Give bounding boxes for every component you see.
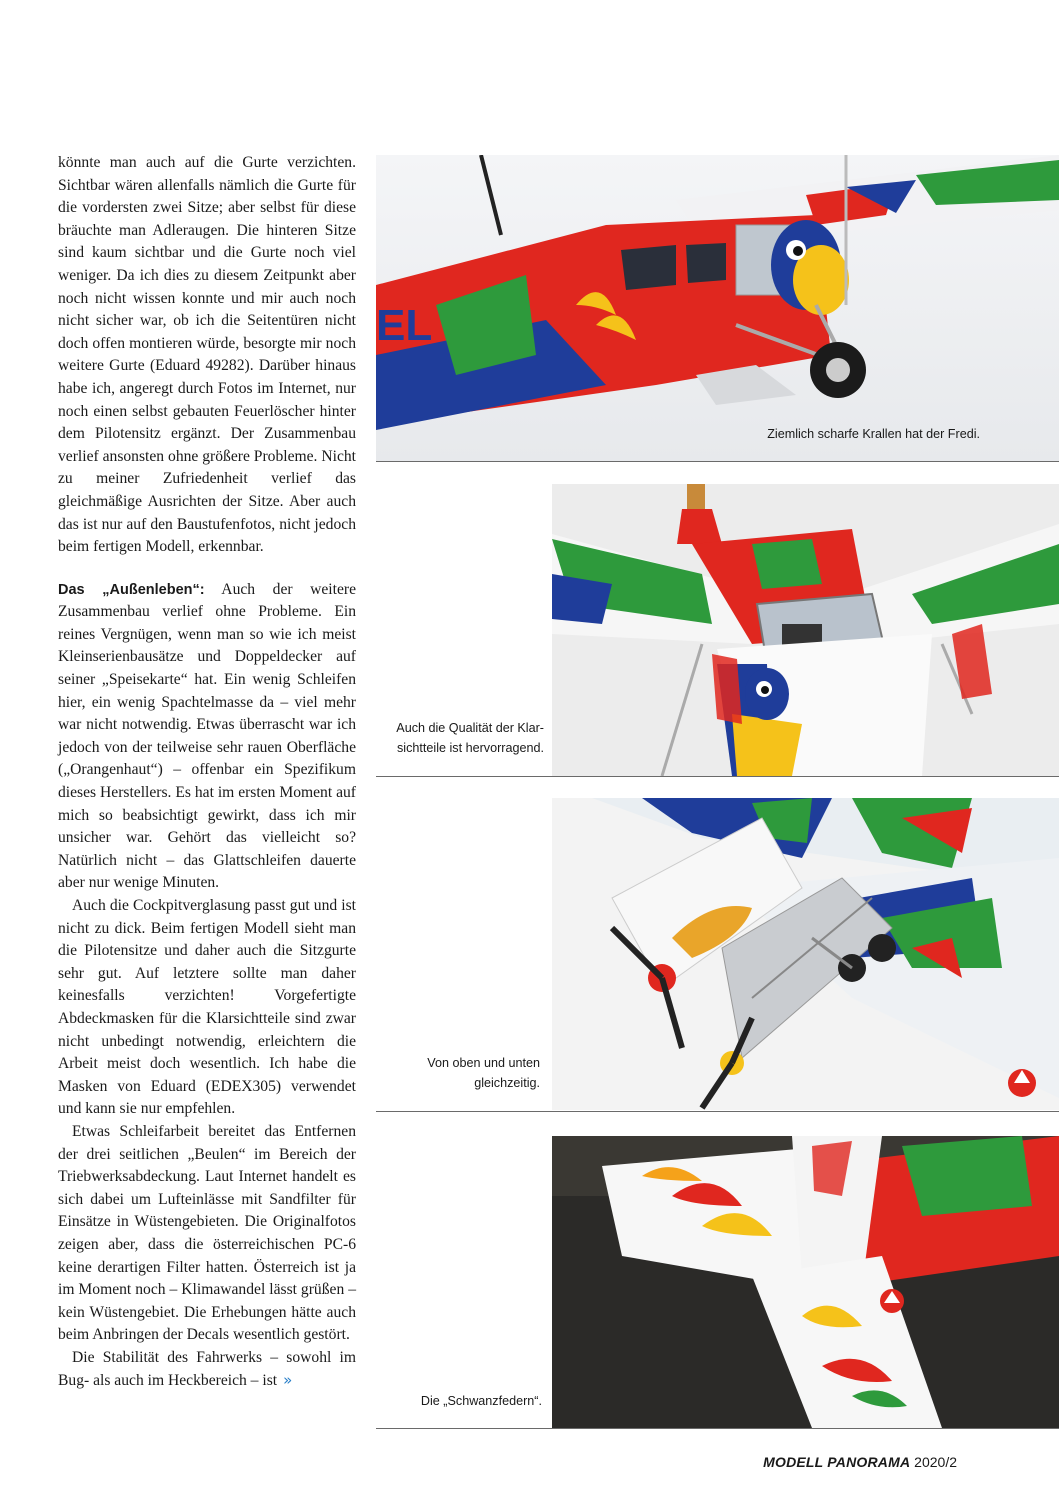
caption-text: gleichzeitig. (474, 1076, 540, 1090)
section-lead: Das „Außenleben“: (58, 581, 205, 598)
photo-caption (427, 1053, 540, 1093)
photo-canopy-front (552, 484, 1059, 776)
issue-number: 2020/2 (914, 1454, 957, 1470)
paragraph-body: Auch der weitere Zusammenbau verlief ohne Probleme. Ein reines Vergnügen, wenn man so wie ich meist Kleinserienbausätze und Doppeldecker auf seiner „Speisekarte“ hat. Ein wenig Schleifen hier, ein wenig Spachtelmasse da – viel mehr war nicht notwendig. Etwas überrascht war ich jedoch von der teilweise sehr rauen Oberfläche („Orangenhaut“) – offenbar ein Spezifikum dieses Herstellers. Es hat im ersten Moment auf mich so beabsichtigt gewirkt, dass ich mir unsicher war. Gehört das vielleicht so? Natürlich nicht – das Glattschleifen dauerte aber nur wenige Minuten. (58, 580, 357, 892)
caption-text: sichtteile ist hervorragend. (397, 741, 544, 755)
caption-text: Auch die Qualität der Klar- (396, 721, 544, 735)
page-footer (763, 1454, 957, 1470)
paragraph: Auch die Cockpitverglasung passt gut und ist nicht zu dick. Beim fertigen Modell sieht man die Pilotensitze und daher auch die Sitzgurte sehr gut. Auf letztere sollte man daher keinesfalls verzichten! Vorgefertigte Abdeckmasken für die Klarsichtteile sind zwar nicht unbedingt notwendig, erleichtern die Arbeit meist doch wesentlich. Ich habe die Masken von Eduard (EDEX305) verwendet und kann sie nur empfehlen. (58, 897, 356, 1118)
photo-caption (767, 424, 980, 444)
paragraph: könnte man auch auf die Gurte verzichten. Sichtbar wären allenfalls nämlich die Gurte für die vordersten zwei Sitze; aber selbst für diese bräuchte man Adleraugen. Die hinteren Sitze sind kaum sichtbar und die Gurte noch viel weniger. Da ich dies zu diesem Zeitpunkt aber noch nicht wissen konnte und mir auch noch nicht sicher war, ob ich die Seitentüren nicht doch offen montieren würde, besorgte mir noch weitere Gurte (Eduard 49282). Darüber hinaus habe ich, angeregt durch Fotos im Internet, nur noch einen selbst gebauten Feuerlöscher hinter dem Pilotensitz ergänzt. Der Zusammenbau verlief ansonsten ohne größere Probleme. Nicht zu meiner Zufriedenheit verlief das gleichmäßige Ausrichten der Sitze. Aber auch das ist nur auf den Baustufenfotos, nicht jedoch beim fertigen Modell, erkennbar. (58, 154, 356, 556)
divider (376, 1428, 1059, 1429)
photo-caption (421, 1391, 542, 1411)
caption-text: Ziemlich scharfe Krallen hat der Fredi. (767, 427, 980, 441)
paragraph: Etwas Schleifarbeit bereitet das Entfernen der drei seitlichen „Beulen“ im Bereich der Triebwerksabdeckung. Laut Internet handelt es sich dabei um Lufteinlässe mit Sandfilter für Einsätze in Wüstengebieten. Die Originalfotos zeigen aber, dass die österreichischen PC-6 keine derartigen Filter hatten. Österreich ist ja im Moment noch – Klimawandel lässt grüßen – kein Wüstengebiet. Die Erhebungen hätte auch beim Anbringen der Decals wesentlich gestört. (58, 1122, 356, 1344)
divider (376, 776, 1059, 777)
caption-text: Von oben und unten (427, 1056, 540, 1070)
photo-top-bottom-view (552, 798, 1059, 1110)
svg-text:EL: EL (376, 301, 433, 350)
divider (376, 1111, 1059, 1112)
divider (376, 461, 1059, 462)
article-text-column (58, 152, 356, 1393)
paragraph-body: Die Stabilität des Fahrwerks – sowohl im Bug- als auch im Heckbereich – ist (58, 1348, 356, 1390)
photo-caption (396, 718, 544, 758)
paragraph (58, 1347, 356, 1393)
photo-cockpit-side (376, 155, 1059, 461)
paragraph (58, 579, 356, 895)
magazine-name: MODELL PANORAMA (763, 1454, 911, 1470)
continue-arrow-icon: » (283, 1371, 293, 1390)
photo-tail-feathers (552, 1136, 1059, 1428)
caption-text: Die „Schwanzfedern“. (420, 1394, 542, 1408)
